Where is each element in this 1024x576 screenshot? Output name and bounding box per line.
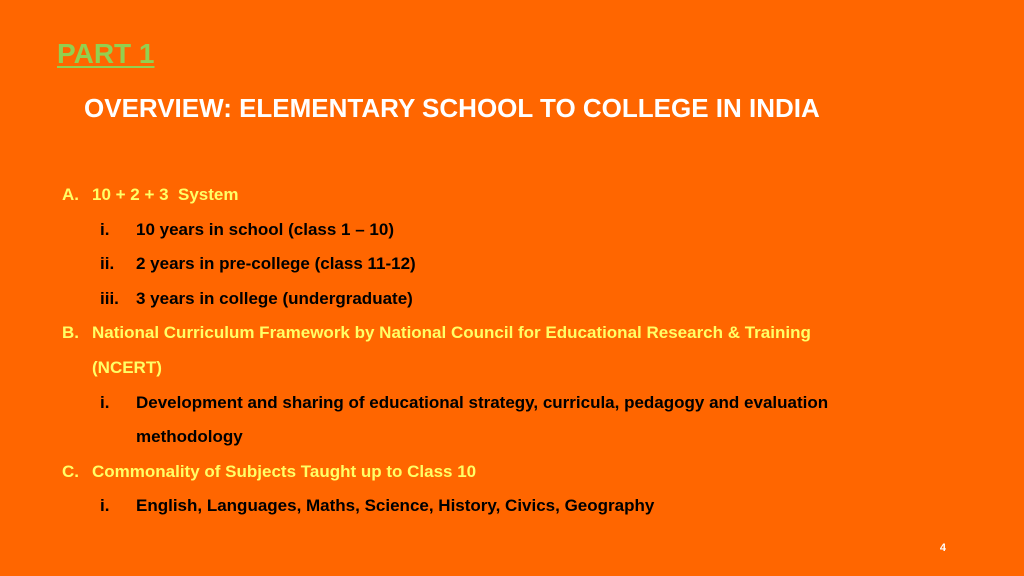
item-text-continued: methodology — [136, 427, 243, 447]
outline-list — [62, 178, 962, 524]
section-text: Commonality of Subjects Taught up to Class 10 — [92, 461, 477, 481]
list-item — [62, 282, 962, 317]
slide-title: OVERVIEW: ELEMENTARY SCHOOL TO COLLEGE IN INDIA — [84, 93, 820, 123]
section-text-continued: (NCERT) — [92, 357, 162, 377]
item-text: 2 years in pre-college (class 11-12) — [136, 254, 416, 274]
item-text: 3 years in college (undergraduate) — [136, 288, 413, 308]
part-label: PART 1 — [57, 38, 155, 69]
page-number: 4 — [939, 542, 946, 554]
item-marker: i. — [100, 392, 110, 412]
item-marker: i. — [100, 219, 110, 239]
item-text: 10 years in school (class 1 – 10) — [136, 219, 394, 239]
list-item — [62, 489, 962, 524]
item-text: English, Languages, Maths, Science, History, Civics, Geography — [136, 496, 655, 516]
section-text: 10 + 2 + 3 System — [92, 185, 239, 204]
item-marker: ii. — [100, 254, 115, 274]
section-marker: A. — [62, 185, 79, 204]
item-text: Development and sharing of educational strategy, curricula, pedagogy and evaluation — [136, 392, 829, 412]
item-marker: i. — [100, 496, 110, 516]
section-c — [62, 455, 962, 490]
list-item — [62, 386, 962, 421]
item-marker: iii. — [100, 288, 119, 308]
section-text: National Curriculum Framework by National Council for Educational Research & Training — [92, 323, 811, 343]
list-item — [62, 247, 962, 282]
section-b — [62, 316, 962, 351]
list-item — [62, 213, 962, 248]
section-a — [62, 178, 962, 213]
section-marker: C. — [62, 461, 79, 481]
section-marker: B. — [62, 323, 79, 343]
